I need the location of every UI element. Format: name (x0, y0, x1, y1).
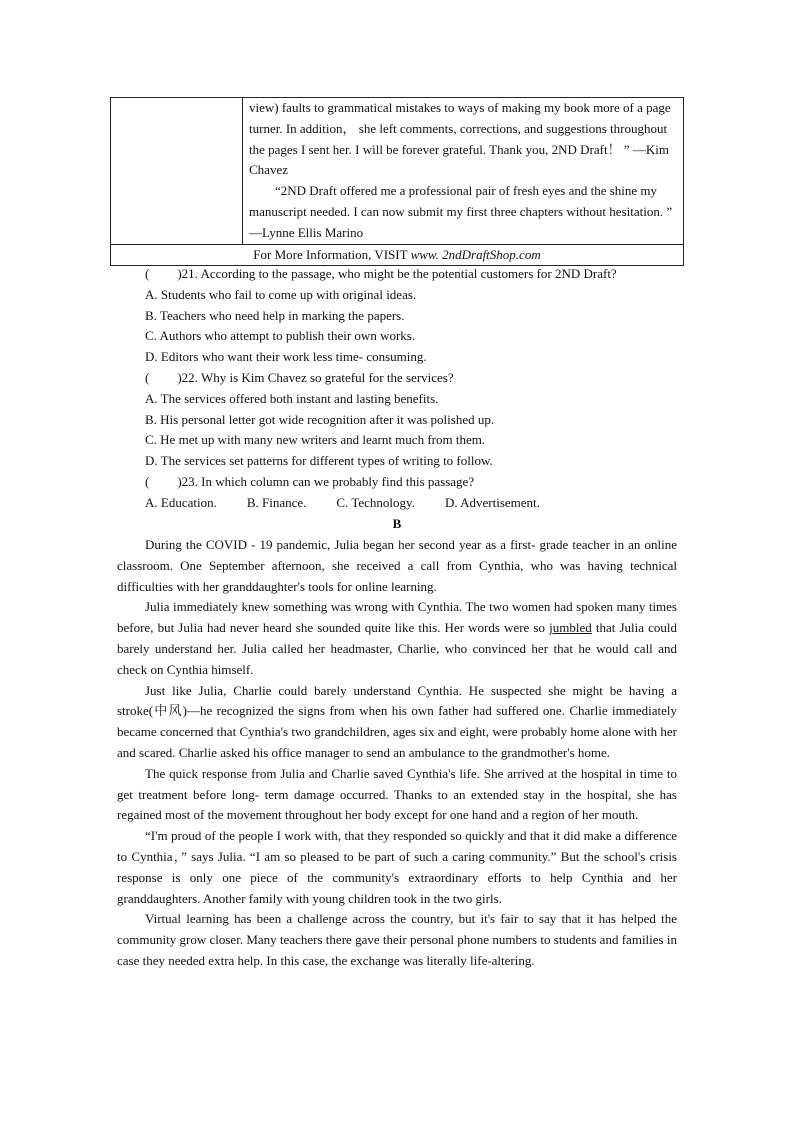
testimonial-row (111, 98, 683, 245)
footer-row (111, 245, 683, 265)
testimonial-table (110, 97, 684, 266)
option: D. Advertisement. (444, 494, 540, 510)
empty-cell (111, 98, 243, 244)
questions (145, 264, 685, 514)
testimonial-lynne-marino: “2ND Draft offered me a professional pair of fresh eyes and the shine my manuscript needed. I can now submit my first three chapters without hesitation. ” —Lynne Ellis Marino (249, 183, 673, 240)
paragraph (117, 597, 677, 680)
question-22 (145, 368, 685, 389)
option: C. Technology. (336, 494, 415, 510)
option: C. Authors who attempt to publish their own works. (145, 328, 416, 344)
paragraph: During the COVID - 19 pandemic, Julia began her second year as a first- grade teacher in an online classroom. One September afternoon, she received a call from Cynthia, who was having technical difficulties with her granddaughter's tools for online learning. (117, 537, 677, 594)
option: C. He met up with many new writers and learnt much from them. (145, 432, 486, 448)
answer-blank: ( (145, 473, 150, 489)
paragraph: Just like Julia, Charlie could barely understand Cynthia. He suspected she might be having a stroke(中风)—he recognized the signs from when his own father had suffered one. Charlie immediately became concerned that Cynthia's two grandchildren, ages six and eight, were probably home alone with her and scared. Charlie asked his office manager to send an ambulance to the grandmother's home. (117, 682, 677, 760)
question-23 (145, 472, 685, 493)
footer-url: www. 2ndDraftShop.com (410, 246, 541, 262)
question-stem: )22. Why is Kim Chavez so grateful for the services? (177, 369, 454, 385)
option: A. Students who fail to come up with original ideas. (145, 286, 417, 302)
option: B. Finance. (246, 494, 307, 510)
paragraph: Virtual learning has been a challenge across the country, but it's fair to say that it has helped the community grow closer. Many teachers there gave their personal phone numbers to students and families in case they needed extra help. In this case, the exchange was literally life-altering. (117, 911, 677, 968)
text: Julia immediately knew something was wrong with Cynthia. The two women had spoken many times before, but Julia had never heard she sounded quite like this. Her words were so (117, 599, 677, 636)
testimonial-cell (243, 98, 683, 244)
options-row (145, 493, 685, 514)
paragraph: “I'm proud of the people I work with, that they responded so quickly and that it did make a difference to Cynthia，” says Julia. “I am so pleased to be part of such a caring community.” But the school's crisis response is only one piece of the community's extraordinary efforts to help Cynthia and her granddaughters. Another family with young children took in the two girls. (117, 828, 677, 906)
option: D. The services set patterns for different types of writing to follow. (145, 453, 493, 469)
option: A. The services offered both instant and lasting benefits. (145, 390, 439, 406)
option: B. Teachers who need help in marking the papers. (145, 307, 405, 323)
question-stem: )23. In which column can we probably find this passage? (177, 473, 475, 489)
answer-blank: ( (145, 369, 150, 385)
paragraph: The quick response from Julia and Charlie saved Cynthia's life. She arrived at the hospital in time to get treatment before long- term damage occurred. Thanks to an extended stay in the hospital, she has regained most of the movement throughout her body except for one hand and a region of her mouth. (117, 765, 677, 823)
answer-blank: ( (145, 266, 150, 281)
option: B. His personal letter got wide recognition after it was polished up. (145, 411, 495, 427)
option: D. Editors who want their work less time- consuming. (145, 349, 427, 365)
section-label: B (392, 516, 402, 531)
footer-text: For More Information, VISIT (253, 246, 411, 262)
question-stem: )21. According to the passage, who might be the potential customers for 2ND Draft? (177, 266, 617, 281)
question-21 (145, 264, 685, 285)
option: A. Education. (145, 494, 217, 510)
testimonial-kim-chavez: view) faults to grammatical mistakes to ways of making my book more of a page turner. In addition， she left comments, corrections, and suggestions throughout the pages I sent her. I will be forever grateful. Thank you, 2ND Draft！ ” —Kim Chavez (249, 100, 671, 178)
underlined-word: jumbled (549, 620, 592, 636)
text: that Julia could barely understand her. Julia called her headmaster, Charlie, who convinced her that he would call and check on Cynthia himself. (117, 620, 677, 677)
passage-b (117, 535, 677, 972)
